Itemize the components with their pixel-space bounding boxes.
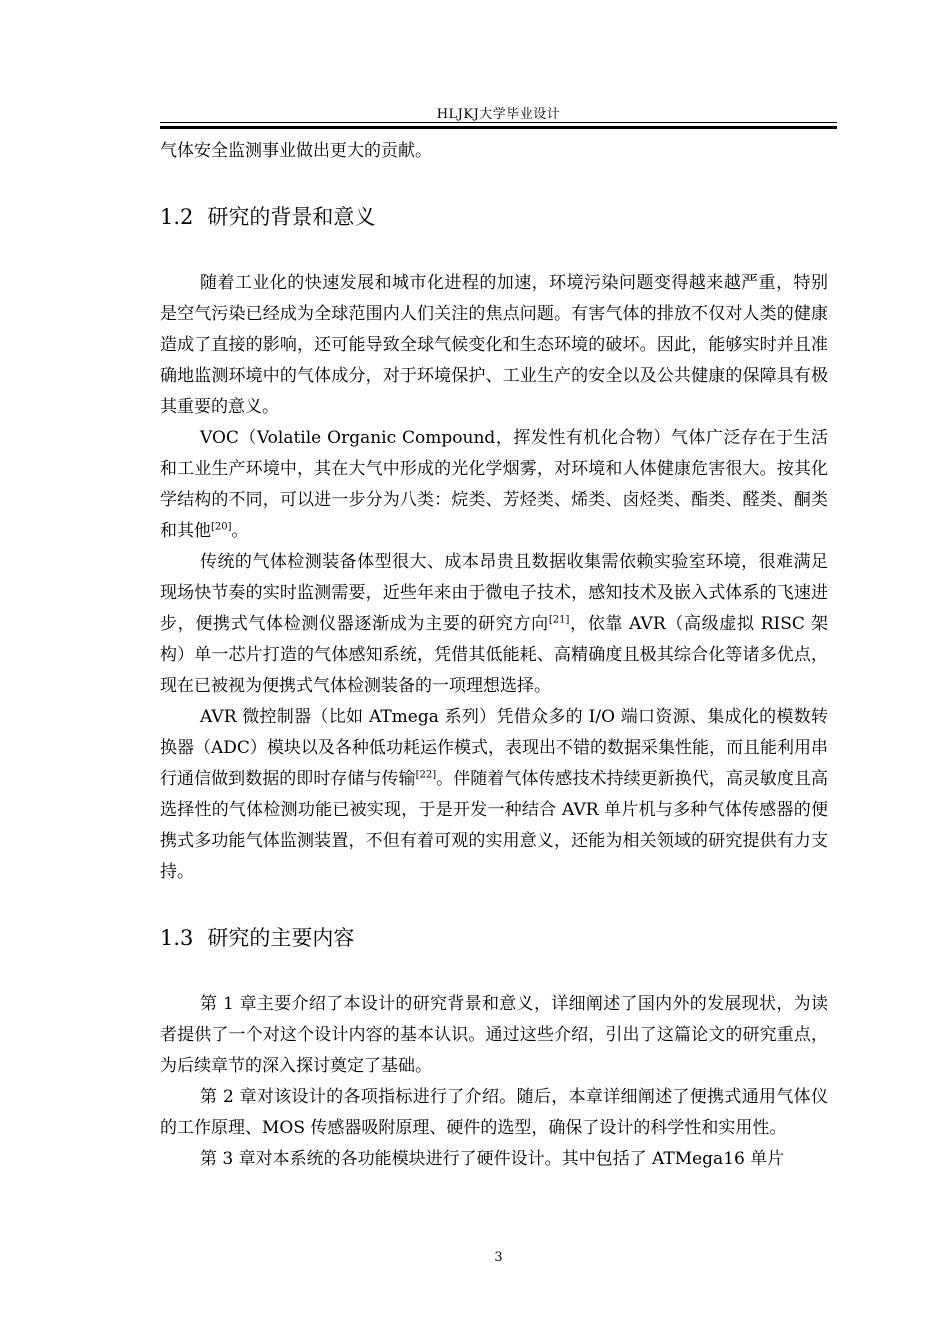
- section-1-3-heading: [160, 923, 828, 954]
- header-rule-thin: [160, 122, 837, 123]
- paragraph-text: VOC（Volatile Organic Compound，挥发性有机化合物）气体广泛存在于生活和工业生产环境中，其在大气中形成的光化学烟雾，对环境和人体健康危害很大。按其化学结构的不同，可以进一步分为八类：烷类、芳烃类、烯类、卤烃类、酯类、醛类、酮类和其他: [160, 428, 829, 541]
- header-rule-thick: [160, 126, 837, 129]
- page-body: [160, 136, 828, 1175]
- section-1-2-paragraph-3: [160, 547, 828, 702]
- paragraph-text: 。: [231, 521, 249, 541]
- section-1-3-paragraph-1: 第 1 章主要介绍了本设计的研究背景和意义，详细阐述了国内外的发展现状，为读者提供了一个对这个设计内容的基本认识。通过这些介绍，引出了这篇论文的研究重点，为后续章节的深入探讨奠定了基础。: [160, 994, 828, 1076]
- section-1-2-paragraph-2: [160, 423, 828, 547]
- intro-tail-paragraph: 气体安全监测事业做出更大的贡献。: [160, 141, 432, 161]
- section-1-2-paragraph-4: [160, 702, 828, 888]
- section-1-2-heading: [160, 202, 828, 233]
- section-1-3-number: 1.3: [160, 926, 194, 950]
- section-1-3-paragraph-2: 第 2 章对该设计的各项指标进行了介绍。随后，本章详细阐述了便携式通用气体仪的工作原理、MOS 传感器吸附原理、硬件的选型，确保了设计的科学性和实用性。: [160, 1087, 828, 1138]
- citation-ref: [21]: [548, 614, 570, 626]
- paragraph-text: AVR 微控制器（比如 ATmega 系列）凭借众多的 I/O 端口资源、集成化的模数转换器（ADC）模块以及各种低功耗运作模式，表现出不错的数据采集性能，而且能利用串行通信做到数据的即时存储与传输: [160, 707, 828, 789]
- paragraph-text: ，依靠 AVR（高级虚拟 RISC 架构）单一芯片打造的气体感知系统，凭借其低能耗、高精确度且极其综合化等诸多优点，现在已被视为便携式气体检测装备的一项理想选择。: [160, 614, 829, 696]
- section-1-3-paragraph-3: 第 3 章对本系统的各功能模块进行了硬件设计。其中包括了 ATMega16 单片: [200, 1149, 785, 1169]
- paragraph-text: 。伴随着气体传感技术持续更新换代，高灵敏度且高选择性的气体检测功能已被实现，于是开发一种结合 AVR 单片机与多种气体传感器的便携式多功能气体监测装置，不但有着可观的实用意义，还能为相关领域的研究提供有力支持。: [160, 769, 829, 882]
- citation-ref: [20]: [211, 521, 232, 533]
- section-1-2-number: 1.2: [160, 205, 194, 229]
- citation-ref: [22]: [415, 769, 437, 781]
- paragraph-text: 传统的气体检测装备体型很大、成本昂贵且数据收集需依赖实验室环境，很难满足现场快节奏的实时监测需要，近些年来由于微电子技术，感知技术及嵌入式体系的飞速进步，便携式气体检测仪器逐渐成为主要的研究方向: [160, 552, 828, 634]
- section-1-3-title: 研究的主要内容: [207, 926, 355, 950]
- page-number: 3: [494, 1250, 503, 1265]
- running-header: HLJKJ大学毕业设计: [436, 107, 561, 122]
- section-1-2-title: 研究的背景和意义: [207, 205, 376, 229]
- section-1-2-paragraph-1: 随着工业化的快速发展和城市化进程的加速，环境污染问题变得越来越严重，特别是空气污染已经成为全球范围内人们关注的焦点问题。有害气体的排放不仅对人类的健康造成了直接的影响，还可能导致全球气候变化和生态环境的破坏。因此，能够实时并且准确地监测环境中的气体成分，对于环境保护、工业生产的安全以及公共健康的保障具有极其重要的意义。: [160, 273, 828, 417]
